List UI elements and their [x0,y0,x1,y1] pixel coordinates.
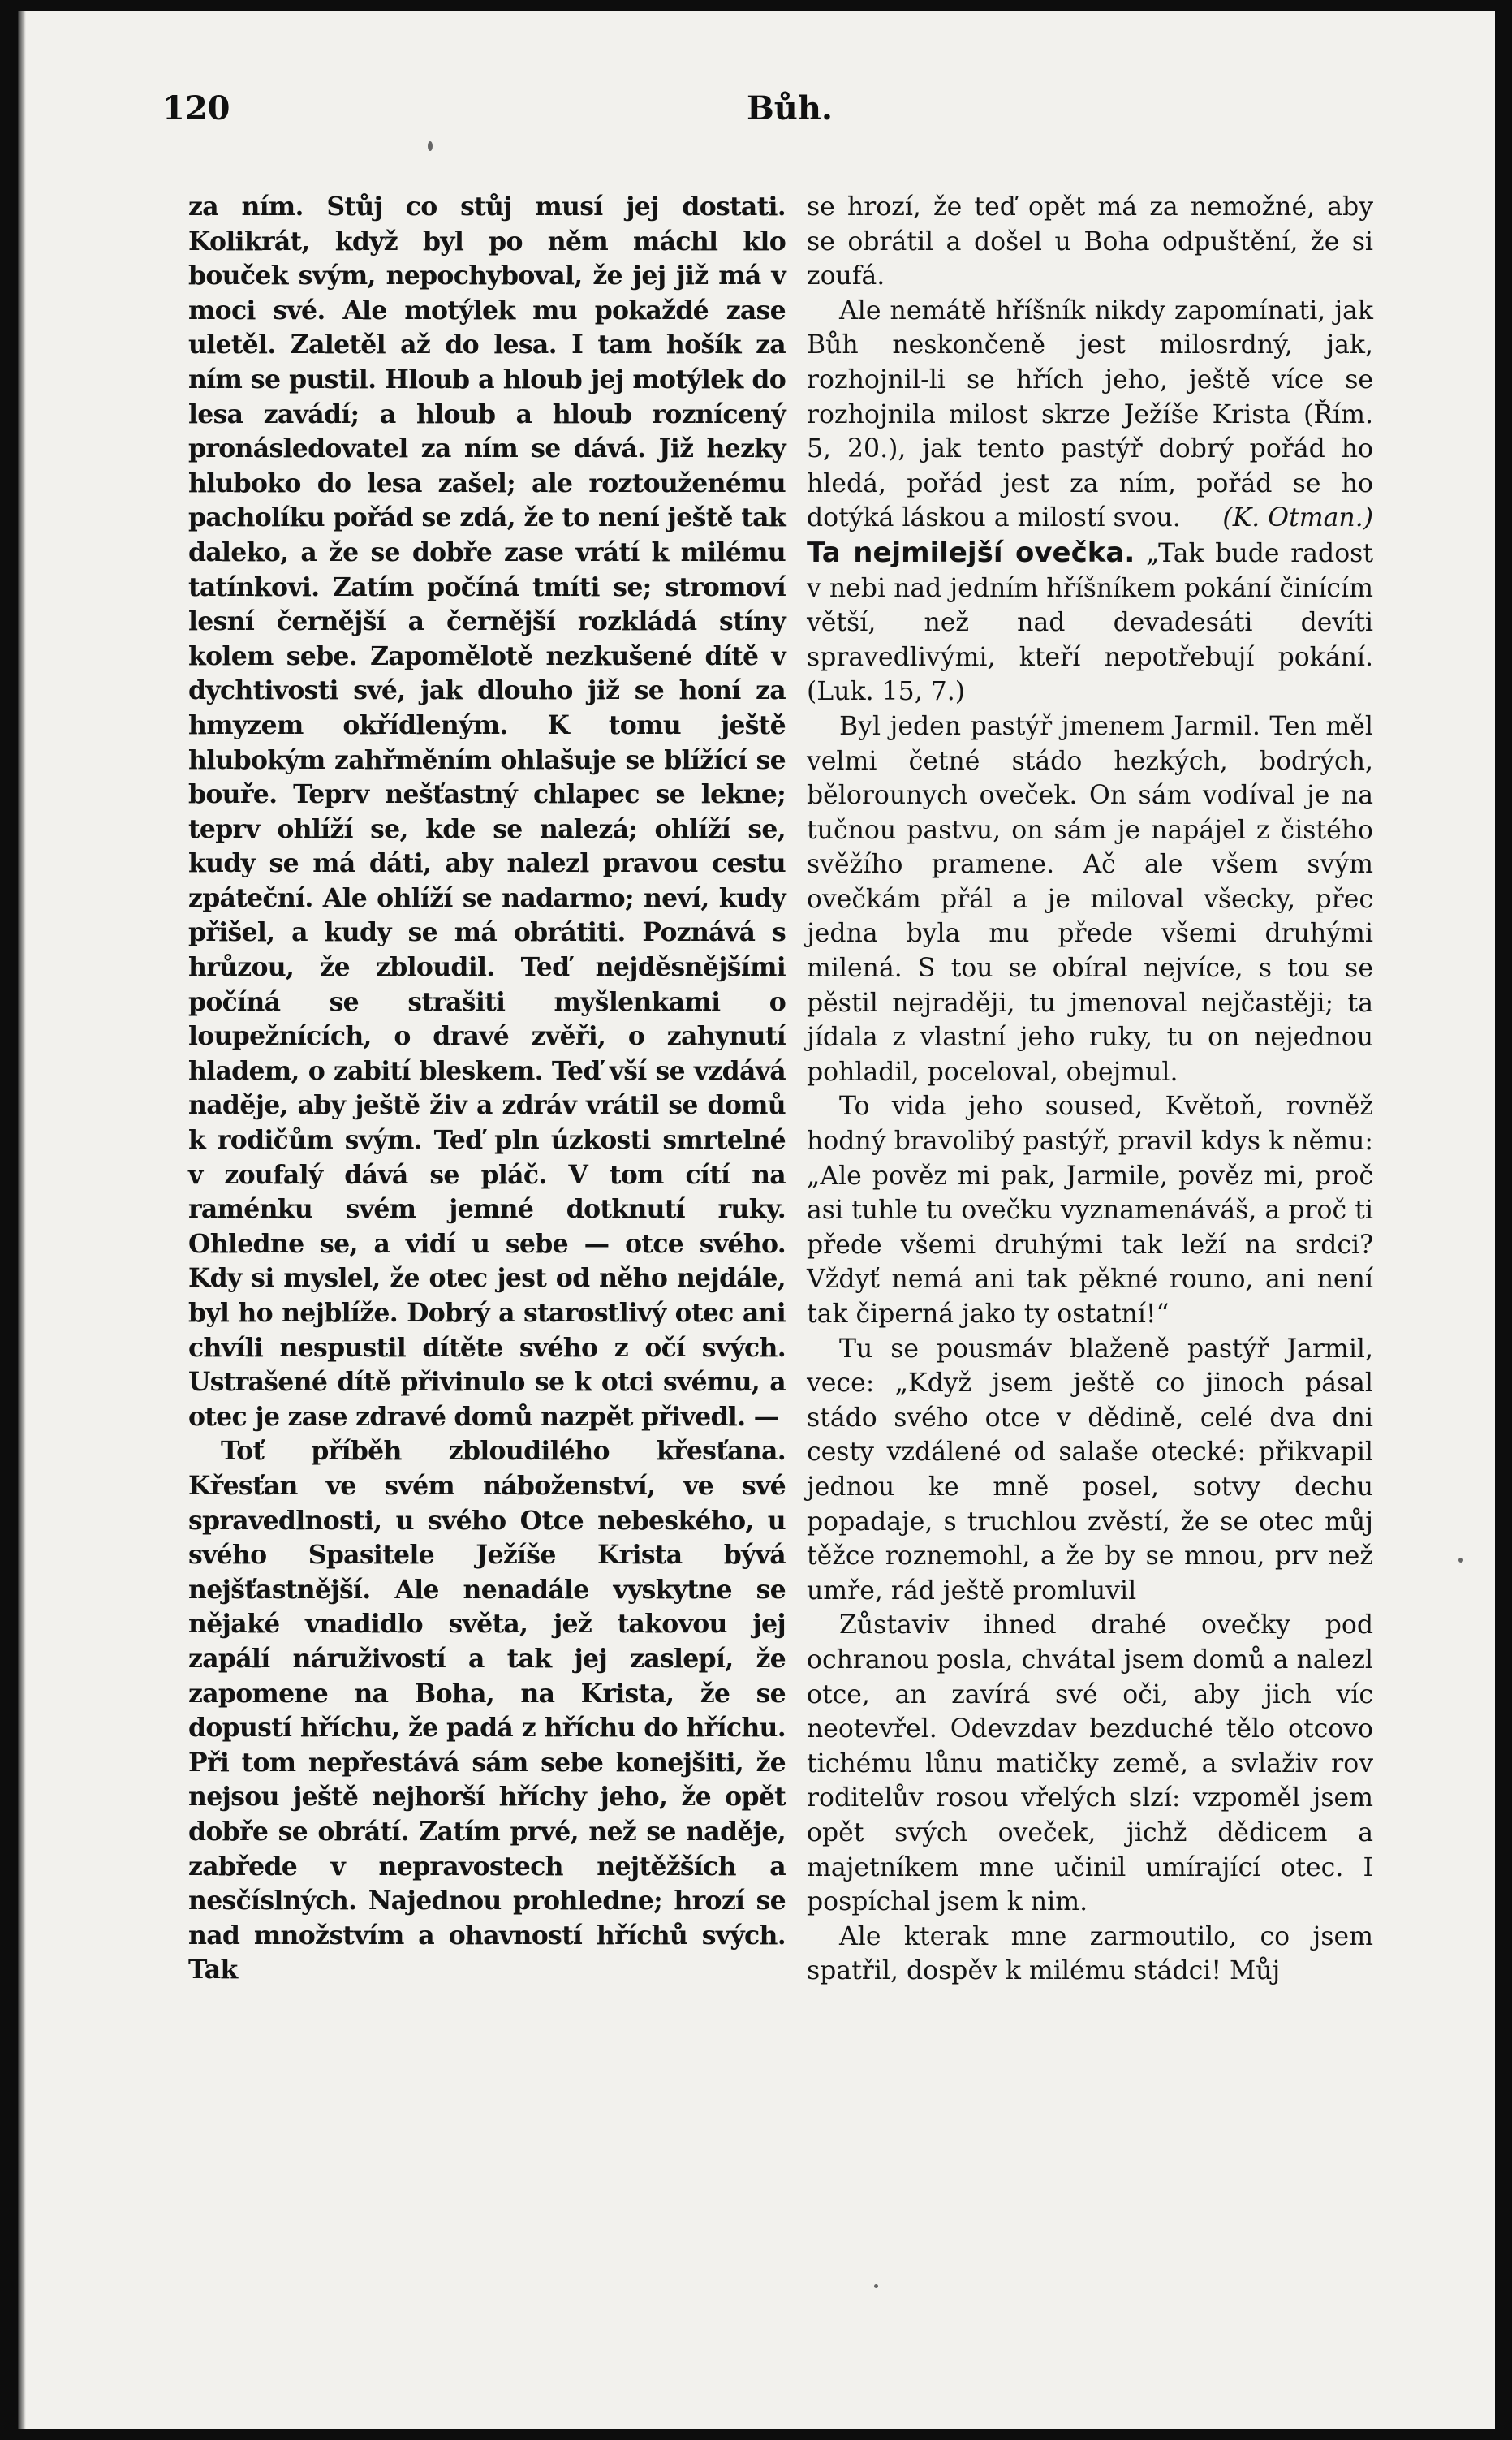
right-paragraph-8: Ale kterak mne zarmoutilo, co jsem spatřil, dospěv k milému stádci! Můj [807,1921,1373,1986]
ink-speck [874,2284,878,2288]
author-attribution: (K. Otman.) [1222,503,1373,533]
ink-speck [428,141,433,151]
ink-speck [1458,1558,1463,1563]
right-paragraph-4: Byl jeden pastýř jmenem Jarmil. Ten měl velmi četné stádo hezkých, bodrých, bělorounych oveček. On sám vodíval je na tučnou pastvu, on sám je napájel z čistého svěžího pramene. Ač ale všem svým ovečkám přál a je miloval všecky, přec jedna byla mu přede všemi druhými milená. S tou se obíral nejvíce, s tou se pěstil nejraději, tu jmenoval nejčastěji; ta jídala z vlastní jeho ruky, tu on nejednou pohladil, poceloval, obejmul. [807,711,1373,1087]
left-paragraph-2: Toť příběh zbloudilého křesťana. Křesťan ve svém náboženství, ve své spravedlnosti, u svého Otce nebeského, u svého Spasitele Ježíše Krista bývá nejšťastnější. Ale nenadále vyskytne se nějaké vnadidlo světa, jež takovou jej zapálí náruživostí a tak jej zaslepí, že zapomene na Boha, na Krista, že se dopustí hříchu, že padá z hříchu do hříchu. Při tom nepřestává sám sebe konejšiti, že nejsou ještě nejhorší hříchy jeho, že opět dobře se obrátí. Zatím prvé, než se naděje, zabřede v nepravostech nejtěžších a nesčíslných. Najednou prohledne; hrozí se nad množstvím a ohavností hříchů svých. Tak [188,1436,786,1985]
right-paragraph-7: Zůstaviv ihned drahé ovečky pod ochranou posla, chvátal jsem domů a nalezl otce, an zavírá své oči, aby jich víc neotevřel. Odevzdav bezduché tělo otcovo tichému lůnu matičky země, a svlaživ rov roditelův rosou vřelých slzí: vzpoměl jsem opět svých oveček, jichž dědicem a majetníkem mne učinil umírající otec. I pospíchal jsem k nim. [807,1610,1373,1917]
right-column [786,190,1373,1989]
right-paragraph-2 [807,294,1373,536]
book-page [18,11,1495,2429]
left-column [188,190,786,1988]
left-paragraph-1: za ním. Stůj co stůj musí jej dostati. Kolikrát, když byl po něm máchl klo bouček svým, nepochyboval, že jej již má v moci své. Ale motýlek mu pokaždé zase uletěl. Zaletěl až do lesa. I tam hošík za ním se pustil. Hloub a hloub jej motýlek do lesa zavádí; a hloub a hloub roznícený pronásledovatel za ním se dává. Již hezky hluboko do lesa zašel; ale roztouženému pacholíku pořád se zdá, že to není ještě tak daleko, a že se dobře zase vrátí k milému tatínkovi. Zatím počíná tmíti se; stromoví lesní černější a černější rozkládá stíny kolem sebe. Zapomělotě nezkušené dítě v dychtivosti své, jak dlouho již se honí za hmyzem okřídleným. K tomu ještě hlubokým zahřměním ohlašuje se blížící se bouře. Teprv nešťastný chlapec se lekne; teprv ohlíží se, kde se nalezá; ohlíží se, kudy se má dáti, aby nalezl pravou cestu zpáteční. Ale ohlíží se nadarmo; neví, kudy přišel, a kudy se má obrátiti. Poznává s hrůzou, že zbloudil. Teď nejděsnějšími počíná se strašiti myšlenkami o loupežnících, o dravé zvěři, o zahynutí hladem, o zabití bleskem. Teď vší se vzdává naděje, aby ještě živ a zdráv vrátil se domů k rodičům svým. Teď pln úzkosti smrtelné v zoufalý dává se pláč. V tom cítí na raménku svém jemné dotknutí ruky. Ohledne se, a vidí u sebe — otce svého. Kdy si myslel, že otec jest od něho nejdále, byl ho nejblíže. Dobrý a starostlivý otec ani chvíli nespustil dítěte svého z očí svých. Ustrašené dítě přivinulo se k otci svému, a otec je zase zdravé domů nazpět přivedl. — [188,192,786,1432]
bible-quote: „Tak bude radost v nebi nad jedním hříšníkem pokání činícím větší, než nad devadesáti devíti spravedlivými, kteří nepotřebují pokání. (Luk. 15, 7.) [807,538,1374,707]
running-title: Bůh. [747,89,833,127]
right-paragraph-6: Tu se pousmáv blaženě pastýř Jarmil, vece: „Když jsem ještě co jinoch pásal stádo svého otce v dědině, celé dva dni cesty vzdálené od salaše otecké: přikvapil jednou ke mně posel, sotvy dechu popadaje, s truchlou zvěstí, že se otec můj těžce roznemohl, a že by se mnou, prv než umře, rád ještě promluvil [807,1334,1373,1606]
section-heading: Ta nejmilejší ovečka. [807,536,1135,569]
section-paragraph [807,536,1373,709]
right-paragraph-2-text: Ale nemátě hříšník nikdy zapomínati, jak Bůh neskončeně jest milosrdný, jak, rozhojnil-li se hřích jeho, ještě více se rozhojnila milost skrze Ježíše Krista (Řím. 5, 20.), jak tento pastýř dobrý pořád ho hledá, pořád jest za ním, pořád se ho dotýká láskou a milostí svou. [807,295,1373,533]
right-paragraph-5: To vida jeho soused, Květoň, rovněž hodný bravolibý pastýř, pravil kdys k němu: „Ale pověz mi pak, Jarmile, pověz mi, proč asi tuhle tu ovečku vyznamenáváš, a proč ti přede všemi druhými tak leží na srdci? Vždyť nemá ani tak pěkné rouno, ani není tak čiperná jako ty ostatní!“ [807,1092,1373,1329]
running-head [18,81,1495,138]
right-paragraph-1: se hrozí, že teď opět má za nemožné, aby se obrátil a došel u Boha odpuštění, že si zoufá. [807,192,1373,291]
page-number: 120 [162,89,230,127]
page-edge-shadow [18,11,26,2429]
